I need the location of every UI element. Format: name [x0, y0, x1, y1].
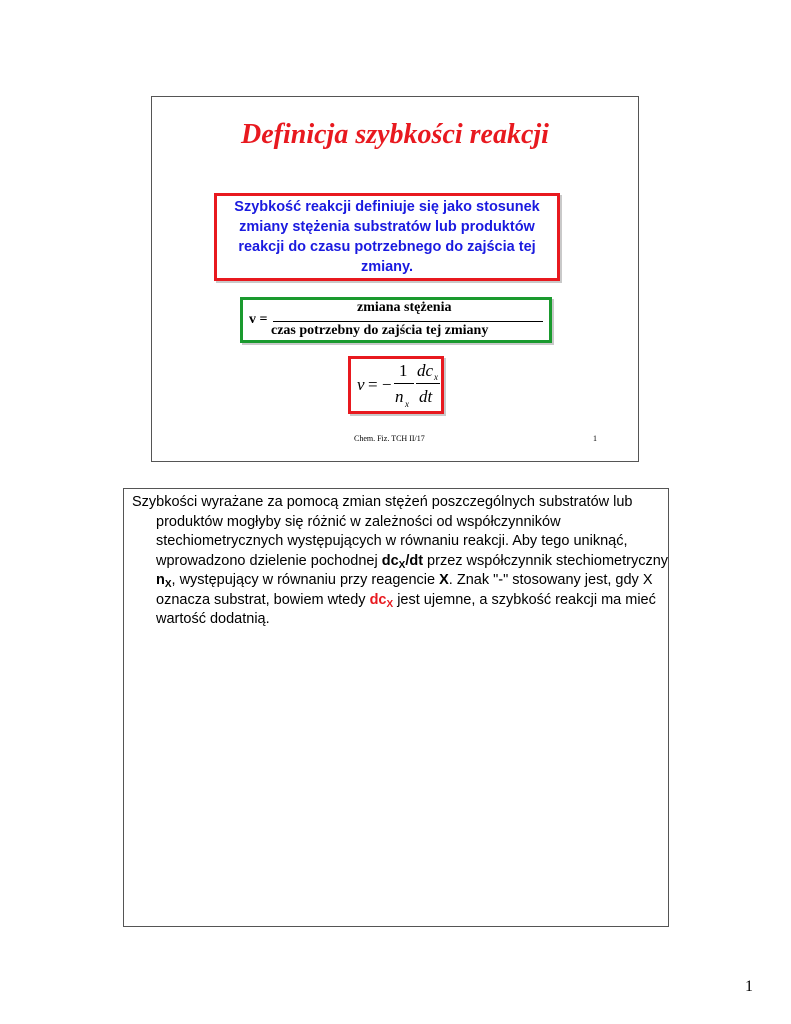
formula-one: 1: [399, 361, 408, 380]
formula-dc-sub: x: [434, 372, 438, 382]
formula-equals-minus: = −: [368, 375, 392, 394]
rate-denominator: czas potrzebny do zajścia tej zmiany: [271, 323, 489, 338]
formula-dc: dc: [417, 361, 434, 380]
formula-line-1: [394, 383, 414, 384]
notes-box: [123, 488, 669, 927]
dc-term-red: dc: [369, 591, 387, 608]
x-term: X: [439, 572, 449, 588]
notes-text-part: Szybkości wyrażane za pomocą zmian stężeń poszczególnych substratów lub produktów mogłyby się różnić w zależności od współczynników stechiometrycznych występujących w równaniu reakcji. Aby tego uniknąć, wprowadzono dzielenie pochodnej: [132, 494, 633, 569]
slide-footer: Chem. Fiz. TCH II/17: [354, 434, 425, 443]
notes-text-part: jest ujemne, a szybkość reakcji ma mieć wartość dodatnią.: [156, 591, 656, 627]
n-subscript: X: [164, 579, 172, 590]
dt-term: /dt: [405, 552, 424, 569]
slide-title: Definicja szybkości reakcji: [241, 119, 549, 150]
n-term: n: [156, 572, 165, 588]
slide-thumbnail: [151, 96, 639, 462]
formula-dt: dt: [419, 387, 433, 406]
fraction-line: [273, 321, 543, 322]
formula-v: v: [357, 375, 365, 394]
rate-numerator: zmiana stężenia: [357, 300, 452, 315]
page-number: 1: [745, 978, 753, 995]
dc-term: dc: [381, 552, 399, 569]
formula-n: n: [395, 387, 404, 406]
notes-text-part: , występujący w równaniu przy reagencie: [171, 572, 440, 588]
notes-text: [132, 493, 682, 630]
notes-text-part: . Znak "-" stosowany jest, gdy X oznacza substrat, bowiem wtedy: [156, 572, 653, 608]
dc-subscript: X: [398, 559, 406, 571]
slide-number: 1: [593, 434, 597, 443]
notes-text-part: przez współczynnik stechiometryczny: [423, 552, 669, 569]
rate-lhs: v =: [249, 312, 268, 327]
definition-box: [214, 193, 560, 281]
definition-text: Szybkość reakcji definiuje się jako stosunek zmiany stężenia substratów lub produktów reakcji do czasu potrzebnego do zajścia tej zmiany.: [234, 199, 540, 275]
rate-definition-box: [240, 297, 552, 343]
dc-subscript-red: X: [386, 598, 394, 610]
rate-formula-box: [348, 356, 444, 414]
formula-line-2: [416, 383, 440, 384]
formula-n-sub: x: [405, 399, 409, 409]
